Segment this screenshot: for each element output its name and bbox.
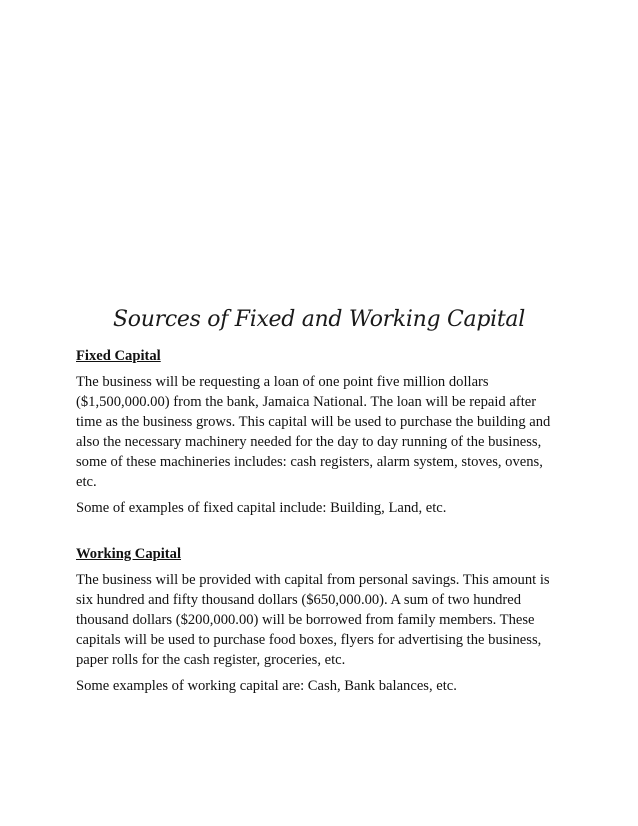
page-title: Sources of Fixed and Working Capital	[113, 307, 525, 332]
fixed-capital-section	[76, 345, 564, 524]
section-heading-working-capital: Working Capital	[76, 546, 182, 562]
paragraph-fixed-capital-description: The business will be requesting a loan of one point five million dollars ($1,500,000.00) from the bank, Jamaica National. The loan will be repaid after time as the business grows. This capital will be used to purchase the building and also the necessary machinery needed for the day to day running of the business, some of these machineries includes: cash registers, alarm system, stoves, ovens, etc.	[76, 374, 551, 490]
paragraph-fixed-capital-examples: Some of examples of fixed capital include: Building, Land, etc.	[76, 500, 447, 516]
section-heading-fixed-capital: Fixed Capital	[76, 348, 161, 364]
paragraph-working-capital-examples: Some examples of working capital are: Cash, Bank balances, etc.	[76, 678, 457, 694]
working-capital-section	[76, 543, 564, 702]
paragraph-working-capital-description: The business will be provided with capital from personal savings. This amount is six hundred and fifty thousand dollars ($650,000.00). A sum of two hundred thousand dollars ($200,000.00) will be borrowed from family members. These capitals will be used to purchase food boxes, flyers for advertising the business, paper rolls for the cash register, groceries, etc.	[76, 572, 550, 668]
